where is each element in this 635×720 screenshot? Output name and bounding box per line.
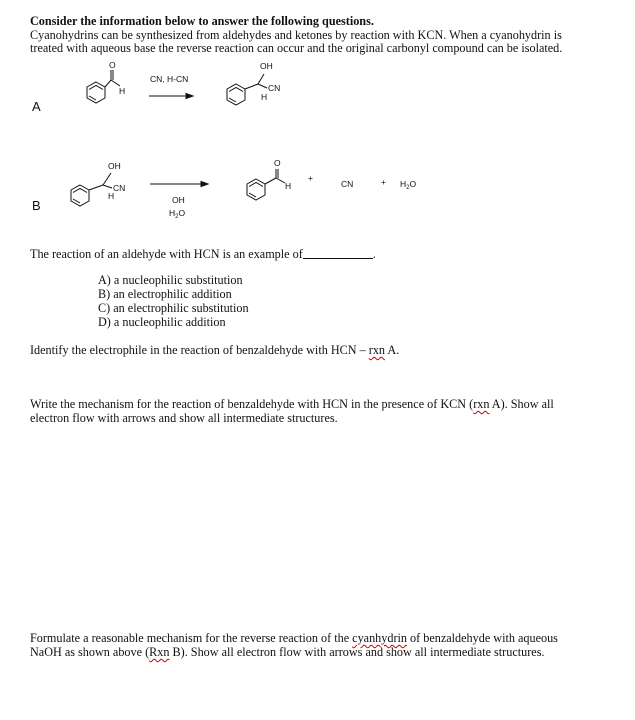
- intro-line-1: Cyanohydrins can be synthesized from aldehydes and ketones by reaction with KCN. When a cyanohydrin is: [30, 28, 562, 42]
- benzaldehyde-structure-a: [87, 70, 120, 103]
- water-product: $H_2O$: [400, 179, 417, 191]
- plus-sign-1: +: [308, 173, 313, 183]
- reaction-label-b: B: [32, 198, 41, 213]
- atom-h-product-a: H: [261, 92, 268, 102]
- option-d[interactable]: D) a nucleophilic addition: [98, 315, 226, 329]
- atom-h-reactant-b: H: [108, 191, 115, 201]
- question-3-line-1: Write the mechanism for the reaction of benzaldehyde with HCN in the presence of KCN (rxn A). Show all: [30, 397, 554, 411]
- reagent-hydroxide: OH: [172, 195, 185, 205]
- option-b[interactable]: B) an electrophilic addition: [98, 287, 232, 301]
- atom-cn-product-a: CN: [268, 83, 281, 93]
- reaction-arrow-a: [149, 94, 193, 99]
- reagent-a: CN, H-CN: [150, 74, 189, 84]
- reaction-label-a: A: [32, 99, 41, 114]
- page-title: Consider the information below to answer the following questions.: [30, 14, 374, 28]
- answer-blank[interactable]: [303, 248, 373, 259]
- question-1-stem: The reaction of an aldehyde with HCN is an example of .: [30, 247, 376, 261]
- reaction-arrow-b: [150, 182, 208, 187]
- question-4-line-1: Formulate a reasonable mechanism for the reverse reaction of the cyanhydrin of benzaldehyde with aqueous: [30, 631, 558, 645]
- intro-line-2: treated with aqueous base the reverse reaction can occur and the original carbonyl compound can be isolated.: [30, 41, 563, 55]
- cyanide-ion: CN: [341, 179, 354, 189]
- question-2: Identify the electrophile in the reaction of benzaldehyde with HCN – rxn A.: [30, 343, 400, 357]
- reagent-water: $H_2O$: [169, 208, 186, 220]
- question-3-line-2: electron flow with arrows and show all intermediate structures.: [30, 411, 338, 425]
- option-a[interactable]: A) a nucleophilic substitution: [98, 273, 243, 287]
- atom-h-reactant-a: H: [119, 86, 126, 96]
- question-4-line-2: NaOH as shown above (Rxn B). Show all electron flow with arrows and show all intermediate structures.: [30, 645, 545, 659]
- benzaldehyde-structure-b: [247, 169, 285, 200]
- atom-cn-reactant-b: CN: [113, 183, 126, 193]
- cyanohydrin-structure-b: [71, 173, 115, 206]
- atom-oh-product-a: OH: [260, 61, 273, 71]
- atom-o-reactant-a: O: [109, 60, 116, 70]
- atom-o-product-b: O: [274, 158, 281, 168]
- atom-h-product-b: H: [285, 181, 292, 191]
- plus-sign-2: +: [381, 177, 386, 187]
- option-c[interactable]: C) an electrophilic substitution: [98, 301, 249, 315]
- atom-oh-reactant-b: OH: [108, 161, 121, 171]
